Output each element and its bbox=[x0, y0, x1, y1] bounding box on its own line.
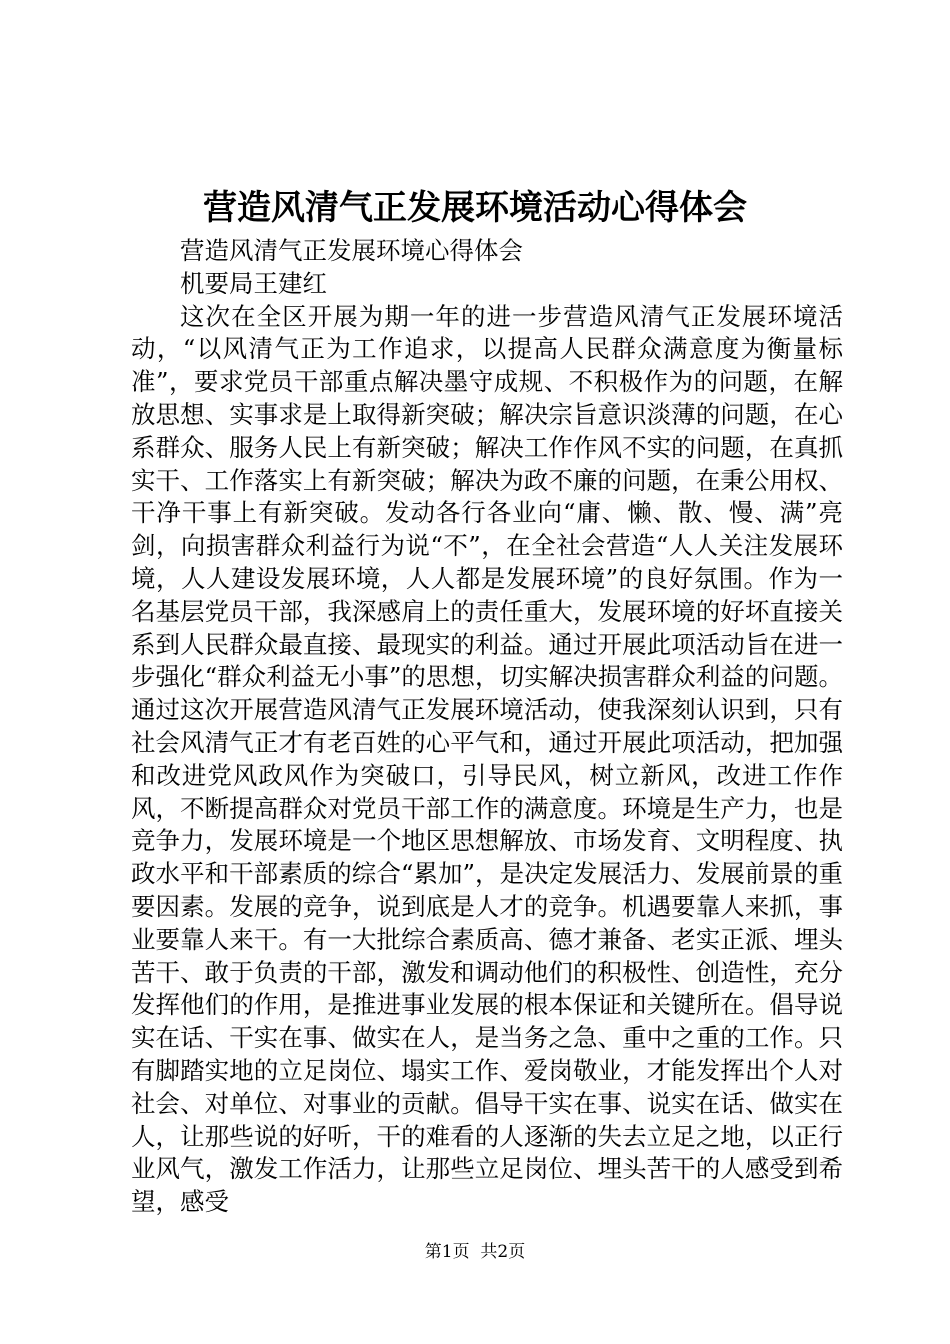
document-title: 营造风清气正发展环境活动心得体会 bbox=[203, 188, 747, 228]
author-line: 机要局王建红 bbox=[180, 268, 327, 298]
subtitle-line: 营造风清气正发展环境心得体会 bbox=[180, 236, 523, 265]
document-body bbox=[131, 235, 843, 1219]
body-paragraph: 这次在全区开展为期一年的进一步营造风清气正发展环境活动，“以风清气正为工作追求，以提高人民群众满意度为衡量标准”，要求党员干部重点解决墨守成规、不积极作为的问题，在解放思想、实事求是上取得新突破；解决宗旨意识淡薄的问题，在心系群众、服务人民上有新突破；解决工作作风不实的问题，在真抓实干、工作落实上有新突破；解决为政不廉的问题，在秉公用权、干净干事上有新突破。发动各行各业向“庸、懒、散、慢、满”亮剑，向损害群众利益行为说“不”，在全社会营造“人人关注发展环境，人人建设发展环境，人人都是发展环境”的良好氛围。作为一名基层党员干部，我深感肩上的责任重大，发展环境的好坏直接关系到人民群众最直接、最现实的利益。通过开展此项活动旨在进一步强化“群众利益无小事”的思想，切实解决损害群众利益的问题。通过这次开展营造风清气正发展环境活动，使我深刻认识到，只有社会风清气正才有老百姓的心平气和，通过开展此项活动，把加强和改进党风政风作为突破口，引导民风，树立新风，改进工作作风，不断提高群众对党员干部工作的满意度。环境是生产力，也是竞争力，发展环境是一个地区思想解放、市场发育、文明程度、执政水平和干部素质的综合“累加”，是决定发展活力、发展前景的重要因素。发展的竞争，说到底是人才的竞争。机遇要靠人来抓，事业要靠人来干。有一大批综合素质高、德才兼备、老实正派、埋头苦干、敢于负责的干部，激发和调动他们的积极性、创造性，充分发挥他们的作用，是推进事业发展的根本保证和关键所在。倡导说实在话、干实在事、做实在人，是当务之急、重中之重的工作。只有脚踏实地的立足岗位、塌实工作、爱岗敬业，才能发挥出个人对社会、对单位、对事业的贡献。倡导干实在事、说实在话、做实在人，让那些说的好听，干的难看的人逐渐的失去立足之地，以正行业风气，激发工作活力，让那些立足岗位、埋头苦干的人感受到希望，感受 bbox=[131, 301, 843, 1217]
page-footer bbox=[0, 1241, 950, 1263]
page-total: 共2页 bbox=[480, 1242, 526, 1262]
page-number: 第1页 bbox=[424, 1242, 470, 1262]
